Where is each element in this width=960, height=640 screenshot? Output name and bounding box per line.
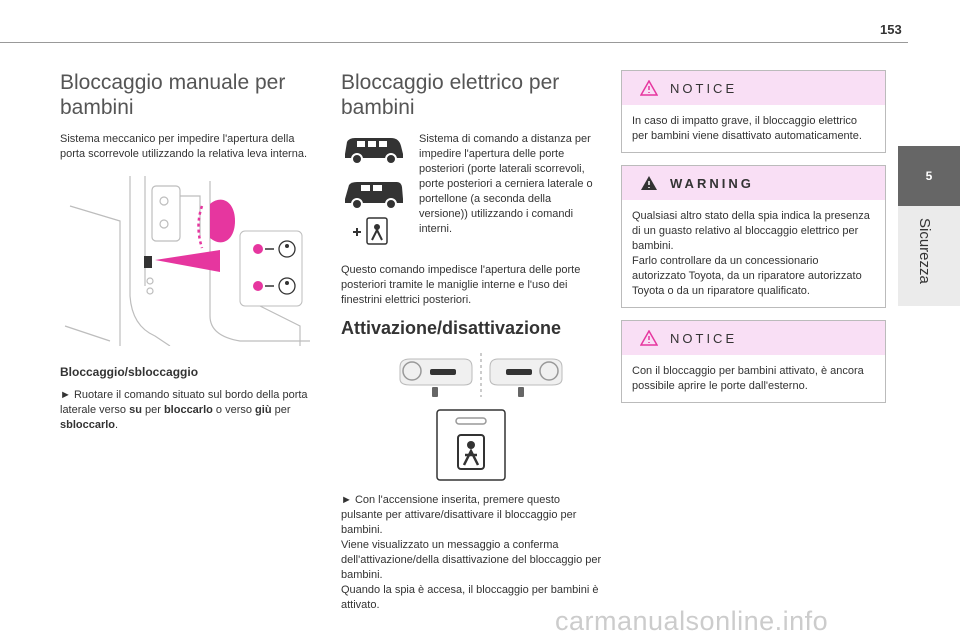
column-notices <box>621 70 886 415</box>
chapter-title: Sicurezza <box>916 218 933 284</box>
section-title-electric: Bloccaggio elettrico per bambini <box>341 71 560 119</box>
column-electric-lock <box>341 70 603 613</box>
notice-header: NOTICE <box>622 321 885 355</box>
page-number: 153 <box>880 22 902 37</box>
watermark-url[interactable]: carmanualsonline.info <box>555 606 829 636</box>
notice-box-exterior <box>621 320 886 403</box>
activation-indicator: Quando la spia è accesa, il bloccaggio per bambini è attivato. <box>341 584 599 611</box>
caution-outline-icon <box>640 330 658 346</box>
chapter-tab[interactable] <box>898 146 960 206</box>
notice-exterior-text: Con il bloccaggio per bambini attivato, è ancora possibile aprire le porte dall'esterno. <box>632 365 864 392</box>
manual-intro: Sistema meccanico per impedire l'apertura della porta scorrevole utilizzando la relativa leva interna. <box>60 133 308 160</box>
chapter-number: 5 <box>925 169 933 183</box>
lock-subheading: Bloccaggio/sbloccaggio <box>60 365 199 379</box>
activation-subtitle: Attivazione/disattivazione <box>341 318 562 338</box>
column-manual-lock <box>60 70 320 433</box>
dashboard-switch-illustration <box>396 351 566 399</box>
warning-text-2: Farlo controllare da un concessionario autorizzato Toyota, da un riparatore autorizzato Toyota o da un riparatore qualificato. <box>632 255 862 297</box>
warning-icon <box>640 175 658 191</box>
activation-step: ► Con l'accensione inserita, premere questo pulsante per attivare/disattivare il bloccaggio per bambini. <box>341 494 577 536</box>
header-rule <box>0 42 908 43</box>
child-lock-button-icon[interactable] <box>436 409 506 481</box>
section-title-manual: Bloccaggio manuale per bambini <box>60 71 286 119</box>
warning-text-1: Qualsiasi altro stato della spia indica la presenza di un guasto relativo al bloccaggio elettrico per bambini. <box>632 210 870 252</box>
warning-header: WARNING <box>622 166 885 200</box>
notice-box-impact <box>621 70 886 153</box>
child-lock-icon <box>341 216 405 246</box>
van-sliding-door-icon <box>341 132 405 166</box>
warning-box <box>621 165 886 308</box>
notice-impact-text: In caso di impatto grave, il bloccaggio elettrico per bambini viene disattivato automaticamente. <box>632 115 862 142</box>
door-lock-illustration <box>60 176 310 346</box>
notice-header: NOTICE <box>622 71 885 105</box>
activation-message: Viene visualizzato un messaggio a conferma dell'attivazione/della disattivazione del bloccaggio per bambini. <box>341 539 602 581</box>
lock-instruction: ► Ruotare il comando situato sul bordo della porta laterale verso su per bloccarlo o verso giù per sbloccarlo. <box>60 389 308 431</box>
van-hinged-door-icon <box>341 177 405 211</box>
caution-outline-icon <box>640 80 658 96</box>
electric-lock-description: Sistema di comando a distanza per impedire l'apertura delle porte posteriori (porte laterali scorrevoli, porte posteriori a cerniera laterale o portellone (a seconda della versione)) utilizzando i comandi interni. <box>419 133 593 235</box>
chapter-label <box>898 206 960 306</box>
electric-lock-note: Questo comando impedisce l'apertura delle porte posteriori tramite le maniglie interne e l'uso dei finestrini elettrici posteriori. <box>341 264 581 306</box>
